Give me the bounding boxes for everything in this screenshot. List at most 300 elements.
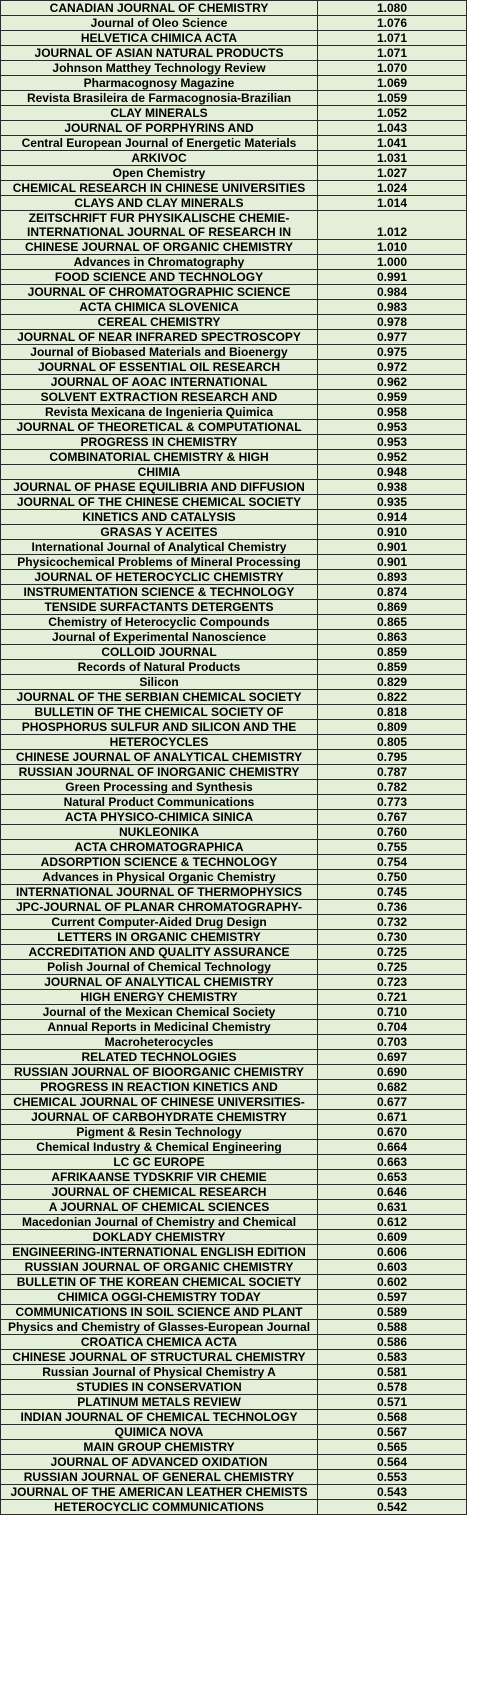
impact-factor-cell[interactable]: 0.568 xyxy=(318,1410,467,1425)
journal-name-cell[interactable]: ENGINEERING-INTERNATIONAL ENGLISH EDITION xyxy=(1,1245,318,1260)
journal-name-cell[interactable]: Russian Journal of Physical Chemistry A xyxy=(1,1365,318,1380)
journal-name-cell[interactable]: Journal of the Mexican Chemical Society xyxy=(1,1005,318,1020)
impact-factor-cell[interactable]: 0.588 xyxy=(318,1320,467,1335)
impact-factor-cell[interactable]: 0.975 xyxy=(318,345,467,360)
impact-factor-cell[interactable]: 0.671 xyxy=(318,1110,467,1125)
table-row xyxy=(1,900,467,915)
impact-factor-cell[interactable]: 0.664 xyxy=(318,1140,467,1155)
journal-name-cell[interactable]: ACCREDITATION AND QUALITY ASSURANCE xyxy=(1,945,318,960)
journal-name-cell[interactable]: COLLOID JOURNAL xyxy=(1,645,318,660)
impact-factor-cell[interactable]: 1.012 xyxy=(318,211,467,240)
impact-factor-cell[interactable]: 0.690 xyxy=(318,1065,467,1080)
journal-name-cell[interactable]: JOURNAL OF ADVANCED OXIDATION xyxy=(1,1455,318,1470)
journal-name-cell[interactable]: JOURNAL OF AOAC INTERNATIONAL xyxy=(1,375,318,390)
table-row xyxy=(1,1320,467,1335)
journal-name-cell[interactable]: JOURNAL OF NEAR INFRARED SPECTROSCOPY xyxy=(1,330,318,345)
journal-name-cell[interactable]: GRASAS Y ACEITES xyxy=(1,525,318,540)
journal-name-cell[interactable]: HIGH ENERGY CHEMISTRY xyxy=(1,990,318,1005)
impact-factor-cell[interactable]: 0.938 xyxy=(318,480,467,495)
table-row xyxy=(1,1080,467,1095)
table-row xyxy=(1,1395,467,1410)
impact-factor-cell[interactable]: 1.059 xyxy=(318,91,467,106)
journal-name-cell[interactable]: QUIMICA NOVA xyxy=(1,1425,318,1440)
journal-name-cell[interactable]: Physicochemical Problems of Mineral Processing xyxy=(1,555,318,570)
journal-name-cell[interactable]: ZEITSCHRIFT FUR PHYSIKALISCHE CHEMIE-INTERNATIONAL JOURNAL OF RESEARCH IN xyxy=(1,211,318,240)
impact-factor-cell[interactable]: 0.553 xyxy=(318,1470,467,1485)
journal-name-cell[interactable]: Journal of Biobased Materials and Bioenergy xyxy=(1,345,318,360)
impact-factor-cell[interactable]: 0.972 xyxy=(318,360,467,375)
journal-name-cell[interactable]: PLATINUM METALS REVIEW xyxy=(1,1395,318,1410)
impact-factor-cell[interactable]: 0.703 xyxy=(318,1035,467,1050)
impact-factor-cell[interactable]: 0.653 xyxy=(318,1170,467,1185)
journal-name-cell[interactable]: CHEMICAL JOURNAL OF CHINESE UNIVERSITIES- xyxy=(1,1095,318,1110)
impact-factor-cell[interactable]: 1.076 xyxy=(318,16,467,31)
impact-factor-cell[interactable]: 0.736 xyxy=(318,900,467,915)
journal-name-cell[interactable]: SOLVENT EXTRACTION RESEARCH AND xyxy=(1,390,318,405)
impact-factor-cell[interactable]: 0.609 xyxy=(318,1230,467,1245)
impact-factor-cell[interactable]: 0.725 xyxy=(318,945,467,960)
journal-name-cell[interactable]: JOURNAL OF ASIAN NATURAL PRODUCTS xyxy=(1,46,318,61)
table-row xyxy=(1,1350,467,1365)
table-row xyxy=(1,720,467,735)
impact-factor-cell[interactable]: 0.704 xyxy=(318,1020,467,1035)
journal-name-cell[interactable]: Annual Reports in Medicinal Chemistry xyxy=(1,1020,318,1035)
impact-factor-cell[interactable]: 0.901 xyxy=(318,555,467,570)
journal-name-cell[interactable]: RUSSIAN JOURNAL OF BIOORGANIC CHEMISTRY xyxy=(1,1065,318,1080)
table-row xyxy=(1,390,467,405)
journal-name-cell[interactable]: JOURNAL OF ESSENTIAL OIL RESEARCH xyxy=(1,360,318,375)
journal-name-cell[interactable]: ACTA CHIMICA SLOVENICA xyxy=(1,300,318,315)
journal-name-cell[interactable]: CHINESE JOURNAL OF ANALYTICAL CHEMISTRY xyxy=(1,750,318,765)
impact-factor-cell[interactable]: 0.893 xyxy=(318,570,467,585)
table-row xyxy=(1,585,467,600)
table-row xyxy=(1,360,467,375)
journal-name-cell[interactable]: ADSORPTION SCIENCE & TECHNOLOGY xyxy=(1,855,318,870)
impact-factor-cell[interactable]: 0.914 xyxy=(318,510,467,525)
table-row xyxy=(1,166,467,181)
table-row xyxy=(1,315,467,330)
table-row xyxy=(1,690,467,705)
journal-name-cell[interactable]: HETEROCYCLIC COMMUNICATIONS xyxy=(1,1500,318,1515)
table-row xyxy=(1,196,467,211)
table-row xyxy=(1,930,467,945)
journal-name-cell[interactable]: RUSSIAN JOURNAL OF INORGANIC CHEMISTRY xyxy=(1,765,318,780)
impact-factor-cell[interactable]: 0.767 xyxy=(318,810,467,825)
table-row xyxy=(1,345,467,360)
table-row xyxy=(1,285,467,300)
journal-name-cell[interactable]: KINETICS AND CATALYSIS xyxy=(1,510,318,525)
journal-name-cell[interactable]: Journal of Experimental Nanoscience xyxy=(1,630,318,645)
impact-factor-cell[interactable]: 0.829 xyxy=(318,675,467,690)
table-row xyxy=(1,1035,467,1050)
journal-name-cell[interactable]: TENSIDE SURFACTANTS DETERGENTS xyxy=(1,600,318,615)
journal-name-cell[interactable]: RUSSIAN JOURNAL OF GENERAL CHEMISTRY xyxy=(1,1470,318,1485)
journal-name-cell[interactable]: Natural Product Communications xyxy=(1,795,318,810)
journal-name-cell[interactable]: INDIAN JOURNAL OF CHEMICAL TECHNOLOGY xyxy=(1,1410,318,1425)
journal-name-cell[interactable]: Journal of Oleo Science xyxy=(1,16,318,31)
journal-name-cell[interactable]: JOURNAL OF HETEROCYCLIC CHEMISTRY xyxy=(1,570,318,585)
table-row xyxy=(1,735,467,750)
table-row xyxy=(1,870,467,885)
table-row xyxy=(1,1260,467,1275)
table-row xyxy=(1,570,467,585)
journal-name-cell[interactable]: Physics and Chemistry of Glasses-European Journal xyxy=(1,1320,318,1335)
journal-name-cell[interactable]: BULLETIN OF THE CHEMICAL SOCIETY OF xyxy=(1,705,318,720)
journal-name-cell[interactable]: NUKLEONIKA xyxy=(1,825,318,840)
journal-name-cell[interactable]: Advances in Chromatography xyxy=(1,255,318,270)
table-row xyxy=(1,76,467,91)
impact-factor-cell[interactable]: 0.991 xyxy=(318,270,467,285)
impact-factor-cell[interactable]: 0.901 xyxy=(318,540,467,555)
table-row xyxy=(1,495,467,510)
impact-factor-cell[interactable]: 1.043 xyxy=(318,121,467,136)
journal-name-cell[interactable]: CHIMIA xyxy=(1,465,318,480)
impact-factor-cell[interactable]: 0.542 xyxy=(318,1500,467,1515)
table-row xyxy=(1,151,467,166)
table-row xyxy=(1,330,467,345)
journal-name-cell[interactable]: CHINESE JOURNAL OF ORGANIC CHEMISTRY xyxy=(1,240,318,255)
impact-factor-cell[interactable]: 1.052 xyxy=(318,106,467,121)
journal-name-cell[interactable]: Pharmacognosy Magazine xyxy=(1,76,318,91)
journal-name-cell[interactable]: HETEROCYCLES xyxy=(1,735,318,750)
journal-name-cell[interactable]: INTERNATIONAL JOURNAL OF THERMOPHYSICS xyxy=(1,885,318,900)
table-row xyxy=(1,510,467,525)
impact-factor-cell[interactable]: 0.564 xyxy=(318,1455,467,1470)
impact-factor-cell[interactable]: 0.606 xyxy=(318,1245,467,1260)
journal-name-cell[interactable]: RUSSIAN JOURNAL OF ORGANIC CHEMISTRY xyxy=(1,1260,318,1275)
journal-name-cell[interactable]: Revista Brasileira de Farmacognosia-Brazilian xyxy=(1,91,318,106)
impact-factor-cell[interactable]: 0.787 xyxy=(318,765,467,780)
impact-factor-cell[interactable]: 0.782 xyxy=(318,780,467,795)
table-row xyxy=(1,780,467,795)
impact-factor-cell[interactable]: 1.014 xyxy=(318,196,467,211)
journal-name-cell[interactable]: Chemistry of Heterocyclic Compounds xyxy=(1,615,318,630)
journal-name-cell[interactable]: A JOURNAL OF CHEMICAL SCIENCES xyxy=(1,1200,318,1215)
table-row xyxy=(1,1215,467,1230)
table-row xyxy=(1,1410,467,1425)
impact-factor-cell[interactable]: 0.809 xyxy=(318,720,467,735)
impact-factor-cell[interactable]: 0.983 xyxy=(318,300,467,315)
table-row xyxy=(1,375,467,390)
impact-factor-cell[interactable]: 0.745 xyxy=(318,885,467,900)
journal-name-cell[interactable]: JOURNAL OF THEORETICAL & COMPUTATIONAL xyxy=(1,420,318,435)
impact-factor-cell[interactable]: 0.859 xyxy=(318,645,467,660)
impact-factor-cell[interactable]: 0.578 xyxy=(318,1380,467,1395)
impact-factor-cell[interactable]: 0.795 xyxy=(318,750,467,765)
table-row xyxy=(1,1485,467,1500)
impact-factor-cell[interactable]: 0.953 xyxy=(318,420,467,435)
impact-factor-cell[interactable]: 0.984 xyxy=(318,285,467,300)
journal-name-cell[interactable]: ACTA PHYSICO-CHIMICA SINICA xyxy=(1,810,318,825)
table-row xyxy=(1,630,467,645)
table-row xyxy=(1,945,467,960)
table-row xyxy=(1,1125,467,1140)
impact-factor-cell[interactable]: 1.069 xyxy=(318,76,467,91)
impact-factor-cell[interactable]: 0.677 xyxy=(318,1095,467,1110)
table-row xyxy=(1,106,467,121)
table-row xyxy=(1,240,467,255)
table-row xyxy=(1,1185,467,1200)
table-row xyxy=(1,960,467,975)
table-row xyxy=(1,1155,467,1170)
journal-name-cell[interactable]: Records of Natural Products xyxy=(1,660,318,675)
journal-name-cell[interactable]: FOOD SCIENCE AND TECHNOLOGY xyxy=(1,270,318,285)
table-row xyxy=(1,645,467,660)
table-row xyxy=(1,1170,467,1185)
table-row xyxy=(1,91,467,106)
table-row xyxy=(1,1230,467,1245)
journal-name-cell[interactable]: CLAYS AND CLAY MINERALS xyxy=(1,196,318,211)
journal-name-cell[interactable]: RELATED TECHNOLOGIES xyxy=(1,1050,318,1065)
table-row xyxy=(1,915,467,930)
journal-name-cell[interactable]: DOKLADY CHEMISTRY xyxy=(1,1230,318,1245)
journal-name-cell[interactable]: ARKIVOC xyxy=(1,151,318,166)
journal-name-cell[interactable]: JOURNAL OF THE SERBIAN CHEMICAL SOCIETY xyxy=(1,690,318,705)
journal-name-cell[interactable]: PROGRESS IN REACTION KINETICS AND xyxy=(1,1080,318,1095)
table-row xyxy=(1,1275,467,1290)
table-row xyxy=(1,405,467,420)
table-row xyxy=(1,46,467,61)
impact-factor-cell[interactable]: 0.959 xyxy=(318,390,467,405)
table-row xyxy=(1,525,467,540)
table-row xyxy=(1,136,467,151)
table-row xyxy=(1,1365,467,1380)
table-row xyxy=(1,600,467,615)
impact-factor-cell[interactable]: 1.000 xyxy=(318,255,467,270)
journal-name-cell[interactable]: CHINESE JOURNAL OF STRUCTURAL CHEMISTRY xyxy=(1,1350,318,1365)
journal-name-cell[interactable]: Central European Journal of Energetic Materials xyxy=(1,136,318,151)
impact-factor-cell[interactable]: 0.805 xyxy=(318,735,467,750)
table-row xyxy=(1,480,467,495)
impact-factor-cell[interactable]: 0.670 xyxy=(318,1125,467,1140)
impact-factor-cell[interactable]: 0.822 xyxy=(318,690,467,705)
impact-factor-cell[interactable]: 0.586 xyxy=(318,1335,467,1350)
impact-factor-cell[interactable]: 0.583 xyxy=(318,1350,467,1365)
impact-factor-cell[interactable]: 0.773 xyxy=(318,795,467,810)
impact-factor-cell[interactable]: 0.631 xyxy=(318,1200,467,1215)
journal-name-cell[interactable]: JOURNAL OF ANALYTICAL CHEMISTRY xyxy=(1,975,318,990)
impact-factor-cell[interactable]: 0.754 xyxy=(318,855,467,870)
impact-factor-cell[interactable]: 0.697 xyxy=(318,1050,467,1065)
impact-factor-cell[interactable]: 1.070 xyxy=(318,61,467,76)
impact-factor-cell[interactable]: 0.935 xyxy=(318,495,467,510)
table-row xyxy=(1,1020,467,1035)
journal-name-cell[interactable]: LETTERS IN ORGANIC CHEMISTRY xyxy=(1,930,318,945)
journal-name-cell[interactable]: International Journal of Analytical Chemistry xyxy=(1,540,318,555)
journal-name-cell[interactable]: PHOSPHORUS SULFUR AND SILICON AND THE xyxy=(1,720,318,735)
impact-factor-cell[interactable]: 0.962 xyxy=(318,375,467,390)
journal-name-cell[interactable]: Chemical Industry & Chemical Engineering xyxy=(1,1140,318,1155)
journal-name-cell[interactable]: COMBINATORIAL CHEMISTRY & HIGH xyxy=(1,450,318,465)
journal-name-cell[interactable]: Macedonian Journal of Chemistry and Chemical xyxy=(1,1215,318,1230)
journal-name-cell[interactable]: Green Processing and Synthesis xyxy=(1,780,318,795)
journal-name-cell[interactable]: CANADIAN JOURNAL OF CHEMISTRY xyxy=(1,1,318,16)
impact-factor-cell[interactable]: 0.953 xyxy=(318,435,467,450)
table-row xyxy=(1,540,467,555)
table-row xyxy=(1,420,467,435)
journal-name-cell[interactable]: INSTRUMENTATION SCIENCE & TECHNOLOGY xyxy=(1,585,318,600)
table-row xyxy=(1,975,467,990)
table-row xyxy=(1,1065,467,1080)
journal-name-cell[interactable]: HELVETICA CHIMICA ACTA xyxy=(1,31,318,46)
impact-factor-cell[interactable]: 1.071 xyxy=(318,31,467,46)
table-row xyxy=(1,435,467,450)
impact-factor-cell[interactable]: 1.010 xyxy=(318,240,467,255)
table-row xyxy=(1,450,467,465)
impact-factor-cell[interactable]: 0.682 xyxy=(318,1080,467,1095)
table-row xyxy=(1,1305,467,1320)
impact-factor-cell[interactable]: 0.874 xyxy=(318,585,467,600)
table-row xyxy=(1,211,467,240)
impact-factor-cell[interactable]: 0.602 xyxy=(318,1275,467,1290)
journal-name-cell[interactable]: AFRIKAANSE TYDSKRIF VIR CHEMIE xyxy=(1,1170,318,1185)
impact-factor-cell[interactable]: 0.725 xyxy=(318,960,467,975)
impact-factor-cell[interactable]: 1.071 xyxy=(318,46,467,61)
journal-name-cell[interactable]: JOURNAL OF CHEMICAL RESEARCH xyxy=(1,1185,318,1200)
table-row xyxy=(1,1455,467,1470)
table-row xyxy=(1,255,467,270)
table-row xyxy=(1,1200,467,1215)
journal-name-cell[interactable]: MAIN GROUP CHEMISTRY xyxy=(1,1440,318,1455)
journal-name-cell[interactable]: STUDIES IN CONSERVATION xyxy=(1,1380,318,1395)
table-row xyxy=(1,750,467,765)
table-row xyxy=(1,16,467,31)
impact-factor-cell[interactable]: 0.565 xyxy=(318,1440,467,1455)
table-row xyxy=(1,465,467,480)
journal-name-cell[interactable]: Open Chemistry xyxy=(1,166,318,181)
journal-name-cell[interactable]: CLAY MINERALS xyxy=(1,106,318,121)
impact-factor-cell[interactable]: 0.958 xyxy=(318,405,467,420)
journal-name-cell[interactable]: LC GC EUROPE xyxy=(1,1155,318,1170)
journal-name-cell[interactable]: Revista Mexicana de Ingenieria Quimica xyxy=(1,405,318,420)
table-row xyxy=(1,825,467,840)
table-body xyxy=(1,1,467,1515)
journal-name-cell[interactable]: Pigment & Resin Technology xyxy=(1,1125,318,1140)
table-row xyxy=(1,181,467,196)
journal-name-cell[interactable]: JOURNAL OF THE CHINESE CHEMICAL SOCIETY xyxy=(1,495,318,510)
impact-factor-cell[interactable]: 0.543 xyxy=(318,1485,467,1500)
impact-factor-cell[interactable]: 0.863 xyxy=(318,630,467,645)
journal-name-cell[interactable]: Silicon xyxy=(1,675,318,690)
impact-factor-cell[interactable]: 0.567 xyxy=(318,1425,467,1440)
journal-name-cell[interactable]: JOURNAL OF PORPHYRINS AND xyxy=(1,121,318,136)
table-row xyxy=(1,121,467,136)
impact-factor-cell[interactable]: 0.978 xyxy=(318,315,467,330)
impact-factor-cell[interactable]: 1.041 xyxy=(318,136,467,151)
journal-name-cell[interactable]: Johnson Matthey Technology Review xyxy=(1,61,318,76)
journal-name-cell[interactable]: CEREAL CHEMISTRY xyxy=(1,315,318,330)
table-row xyxy=(1,61,467,76)
table-row xyxy=(1,615,467,630)
impact-factor-cell[interactable]: 0.571 xyxy=(318,1395,467,1410)
table-row xyxy=(1,1380,467,1395)
journal-name-cell[interactable]: BULLETIN OF THE KOREAN CHEMICAL SOCIETY xyxy=(1,1275,318,1290)
impact-factor-cell[interactable]: 0.730 xyxy=(318,930,467,945)
journal-name-cell[interactable]: CHEMICAL RESEARCH IN CHINESE UNIVERSITIES xyxy=(1,181,318,196)
impact-factor-cell[interactable]: 0.869 xyxy=(318,600,467,615)
journal-name-cell[interactable]: ACTA CHROMATOGRAPHICA xyxy=(1,840,318,855)
table-row xyxy=(1,1440,467,1455)
impact-factor-cell[interactable]: 0.612 xyxy=(318,1215,467,1230)
journal-name-cell[interactable]: Advances in Physical Organic Chemistry xyxy=(1,870,318,885)
impact-factor-cell[interactable]: 0.603 xyxy=(318,1260,467,1275)
table-row xyxy=(1,810,467,825)
journal-name-cell[interactable]: Current Computer-Aided Drug Design xyxy=(1,915,318,930)
impact-factor-cell[interactable]: 0.597 xyxy=(318,1290,467,1305)
table-row xyxy=(1,795,467,810)
journal-name-cell[interactable]: Polish Journal of Chemical Technology xyxy=(1,960,318,975)
table-row xyxy=(1,1,467,16)
journal-name-cell[interactable]: JOURNAL OF PHASE EQUILIBRIA AND DIFFUSION xyxy=(1,480,318,495)
journal-name-cell[interactable]: Macroheterocycles xyxy=(1,1035,318,1050)
table-row xyxy=(1,705,467,720)
table-row xyxy=(1,1245,467,1260)
journal-name-cell[interactable]: CHIMICA OGGI-CHEMISTRY TODAY xyxy=(1,1290,318,1305)
impact-factor-cell[interactable]: 0.723 xyxy=(318,975,467,990)
table-row xyxy=(1,555,467,570)
impact-factor-cell[interactable]: 0.750 xyxy=(318,870,467,885)
table-row xyxy=(1,765,467,780)
impact-factor-cell[interactable]: 0.663 xyxy=(318,1155,467,1170)
journal-name-cell[interactable]: JPC-JOURNAL OF PLANAR CHROMATOGRAPHY- xyxy=(1,900,318,915)
table-row xyxy=(1,675,467,690)
table-row xyxy=(1,1500,467,1515)
table-row xyxy=(1,840,467,855)
impact-factor-cell[interactable]: 0.721 xyxy=(318,990,467,1005)
table-row xyxy=(1,300,467,315)
impact-factor-cell[interactable]: 0.818 xyxy=(318,705,467,720)
impact-factor-cell[interactable]: 0.710 xyxy=(318,1005,467,1020)
journal-name-cell[interactable]: JOURNAL OF THE AMERICAN LEATHER CHEMISTS xyxy=(1,1485,318,1500)
impact-factor-cell[interactable]: 1.027 xyxy=(318,166,467,181)
table-row xyxy=(1,1005,467,1020)
impact-factor-cell[interactable]: 0.952 xyxy=(318,450,467,465)
table-row xyxy=(1,1110,467,1125)
table-row xyxy=(1,1050,467,1065)
journal-name-cell[interactable]: COMMUNICATIONS IN SOIL SCIENCE AND PLANT xyxy=(1,1305,318,1320)
journal-name-cell[interactable]: JOURNAL OF CARBOHYDRATE CHEMISTRY xyxy=(1,1110,318,1125)
journal-name-cell[interactable]: PROGRESS IN CHEMISTRY xyxy=(1,435,318,450)
impact-factor-cell[interactable]: 0.977 xyxy=(318,330,467,345)
table-row xyxy=(1,1335,467,1350)
journal-name-cell[interactable]: JOURNAL OF CHROMATOGRAPHIC SCIENCE xyxy=(1,285,318,300)
impact-factor-cell[interactable]: 0.732 xyxy=(318,915,467,930)
table-row xyxy=(1,660,467,675)
impact-factor-cell[interactable]: 1.080 xyxy=(318,1,467,16)
table-row xyxy=(1,270,467,285)
impact-factor-cell[interactable]: 0.646 xyxy=(318,1185,467,1200)
table-row xyxy=(1,855,467,870)
impact-factor-cell[interactable]: 0.948 xyxy=(318,465,467,480)
table-row xyxy=(1,1095,467,1110)
impact-factor-cell[interactable]: 0.910 xyxy=(318,525,467,540)
journal-name-cell[interactable]: CROATICA CHEMICA ACTA xyxy=(1,1335,318,1350)
impact-factor-cell[interactable]: 0.760 xyxy=(318,825,467,840)
impact-factor-cell[interactable]: 0.859 xyxy=(318,660,467,675)
impact-factor-cell[interactable]: 0.755 xyxy=(318,840,467,855)
table-row xyxy=(1,1425,467,1440)
table-row xyxy=(1,1290,467,1305)
table-row xyxy=(1,1470,467,1485)
impact-factor-cell[interactable]: 0.865 xyxy=(318,615,467,630)
impact-factor-cell[interactable]: 1.024 xyxy=(318,181,467,196)
impact-factor-cell[interactable]: 1.031 xyxy=(318,151,467,166)
table-row xyxy=(1,1140,467,1155)
impact-factor-cell[interactable]: 0.581 xyxy=(318,1365,467,1380)
table-row xyxy=(1,990,467,1005)
table-row xyxy=(1,31,467,46)
impact-factor-cell[interactable]: 0.589 xyxy=(318,1305,467,1320)
